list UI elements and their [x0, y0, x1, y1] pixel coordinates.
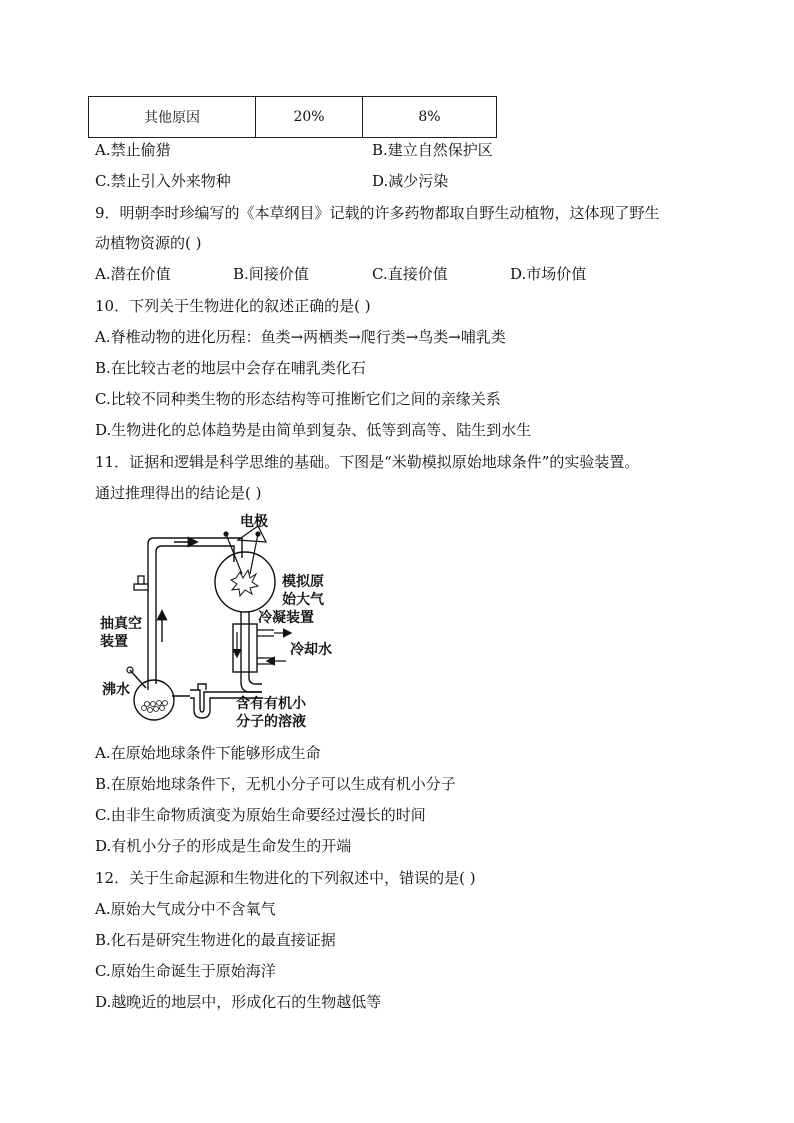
label-vacuum-2: 装置: [100, 634, 128, 650]
boiling-flask: [134, 680, 174, 720]
label-atmosphere-2: 始大气: [282, 592, 324, 608]
electrodes: [224, 526, 266, 574]
label-solution-1: 含有有机小: [236, 696, 306, 712]
q11-stem-line1: 11．证据和逻辑是科学思维的基础。下图是“米勒模拟原始地球条件”的实验装置。: [95, 453, 640, 471]
atmosphere-flask: [215, 552, 275, 612]
q11-option-a: A.在原始地球条件下能够形成生命: [95, 744, 321, 762]
label-atmosphere-1: 模拟原: [282, 574, 324, 590]
label-condenser: 冷凝装置: [258, 610, 314, 626]
inlet-rod: [130, 670, 146, 688]
q11-option-b: B.在原始地球条件下，无机小分子可以生成有机小分子: [95, 775, 456, 793]
table-row: [89, 97, 497, 138]
q12-option-a: A.原始大气成分中不含氧气: [95, 900, 276, 918]
cooling-water-pipes: [257, 630, 274, 664]
q9-option-d: D.市场价值: [510, 265, 587, 283]
q8-option-b: B.建立自然保护区: [372, 141, 493, 159]
q10-option-c: C.比较不同种类生物的形态结构等可推断它们之间的亲缘关系: [95, 390, 501, 408]
q9-option-a: A.潜在价值: [95, 265, 171, 283]
label-solution-2: 分子的溶液: [236, 714, 306, 730]
label-vacuum-1: 抽真空: [100, 616, 142, 632]
causes-table-fragment: [88, 96, 497, 138]
q10-option-a: A.脊椎动物的进化历程：鱼类→两栖类→爬行类→鸟类→哺乳类: [95, 328, 506, 346]
q9-stem-line2: 动植物资源的( ): [95, 234, 202, 252]
spark-icon: [231, 570, 258, 596]
q8-option-c: C.禁止引入外来物种: [95, 172, 231, 190]
q12-option-d: D.越晚近的地层中，形成化石的生物越低等: [95, 993, 382, 1011]
table-cell-cause: 其他原因: [89, 97, 256, 138]
left-tube: [148, 538, 224, 690]
q11-option-c: C.由非生命物质演变为原始生命要经过漫长的时间: [95, 806, 426, 824]
table-cell-value-2: 8%: [363, 97, 497, 138]
q9-option-c: C.直接价值: [372, 265, 448, 283]
q10-stem: 10．下列关于生物进化的叙述正确的是( ): [95, 297, 371, 315]
q8-option-d: D.减少污染: [372, 172, 449, 190]
label-cooling-water: 冷却水: [290, 642, 332, 658]
miller-experiment-diagram: [90, 512, 350, 734]
q8-option-a: A.禁止偷猎: [95, 141, 171, 159]
q9-stem-line1: 9．明朝李时珍编写的《本草纲目》记载的许多药物都取自野生动植物，这体现了野生: [95, 204, 660, 222]
q12-stem: 12．关于生命起源和生物进化的下列叙述中，错误的是( ): [95, 869, 476, 887]
label-electrode: 电极: [240, 514, 268, 530]
q11-option-d: D.有机小分子的形成是生命发生的开端: [95, 837, 352, 855]
q11-stem-line2: 通过推理得出的结论是( ): [95, 484, 262, 502]
table-cell-value-1: 20%: [256, 97, 363, 138]
q12-option-c: C.原始生命诞生于原始海洋: [95, 962, 276, 980]
label-boiling-water: 沸水: [102, 682, 130, 698]
q10-option-d: D.生物进化的总体趋势是由简单到复杂、低等到高等、陆生到水生: [95, 421, 532, 439]
vacuum-valve-icon: [134, 576, 148, 590]
boiling-bubbles: [142, 701, 168, 713]
q12-option-b: B.化石是研究生物进化的最直接证据: [95, 931, 336, 949]
q9-option-b: B.间接价值: [233, 265, 309, 283]
q10-option-b: B.在比较古老的地层中会存在哺乳类化石: [95, 359, 366, 377]
